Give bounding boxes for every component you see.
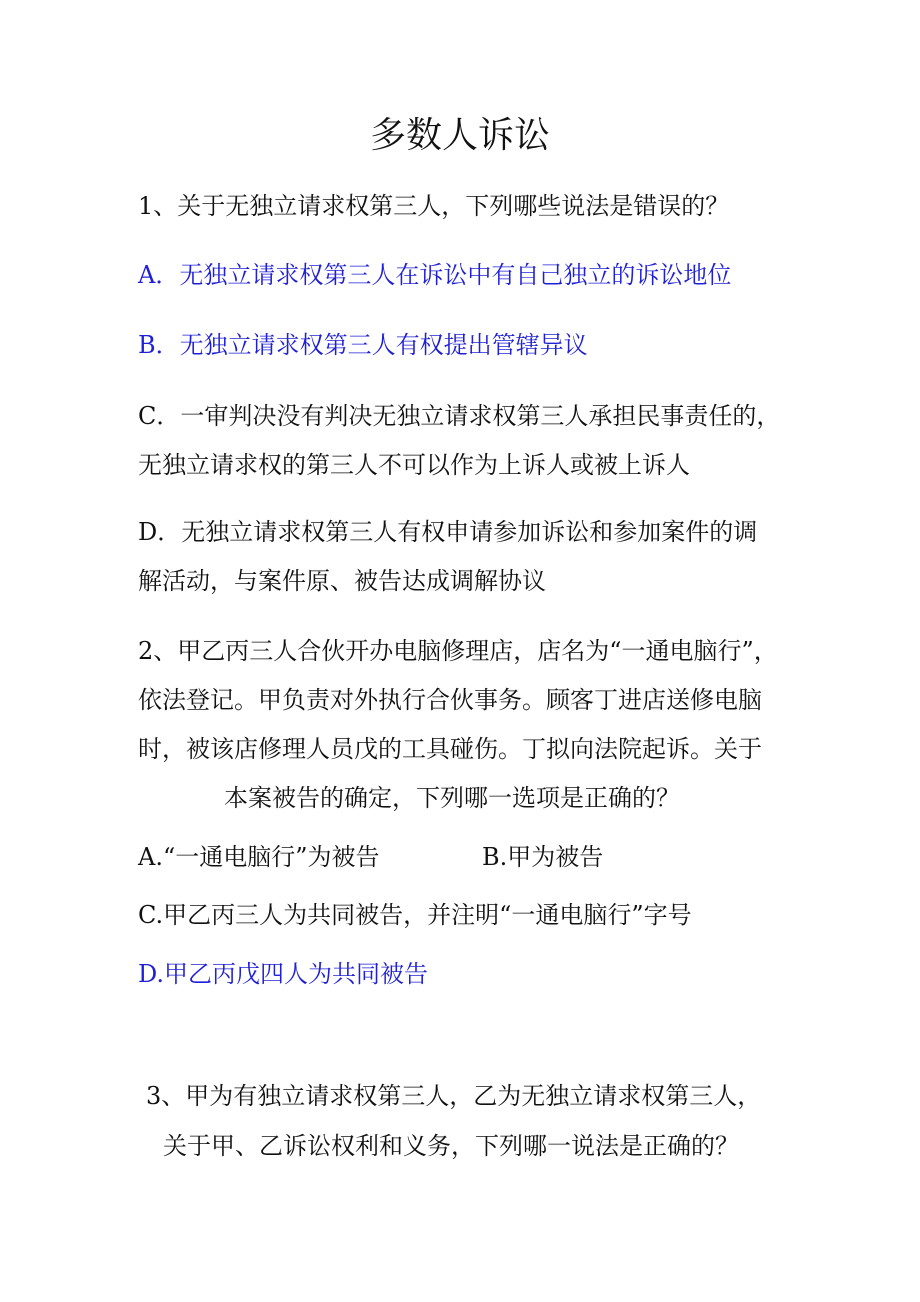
question-2-text-line-1: 2、甲乙丙三人合伙开办电脑修理店，店名为“一通电脑行”， <box>138 637 778 665</box>
question-1-option-c-line-2: 无独立请求权的第三人不可以作为上诉人或被上诉人 <box>138 451 690 479</box>
question-2-option-a: A.“一通电脑行”为被告 <box>138 843 380 871</box>
question-2-text-line-3: 时，被该店修理人员戊的工具碰伤。丁拟向法院起诉。关于 <box>138 735 762 763</box>
question-1-option-b: B．无独立请求权第三人有权提出管辖异议 <box>138 331 588 359</box>
question-3-text-line-2: 关于甲、乙诉讼权利和义务，下列哪一说法是正确的？ <box>163 1132 739 1160</box>
question-2-option-c: C.甲乙丙三人为共同被告，并注明“一通电脑行”字号 <box>138 901 692 929</box>
question-2-text-line-4: 本案被告的确定，下列哪一选项是正确的？ <box>224 784 680 812</box>
question-1-text: 1、关于无独立请求权第三人，下列哪些说法是错误的？ <box>138 192 730 220</box>
question-1-option-d-line-1: D．无独立请求权第三人有权申请参加诉讼和参加案件的调 <box>138 518 758 546</box>
question-1-option-c-line-1: C．一审判决没有判决无独立请求权第三人承担民事责任的， <box>138 402 781 430</box>
question-1-option-a: A．无独立请求权第三人在诉讼中有自己独立的诉讼地位 <box>138 261 732 289</box>
question-2-option-d: D.甲乙丙戊四人为共同被告 <box>138 960 429 988</box>
question-2-option-b: B.甲为被告 <box>482 843 604 871</box>
question-1-option-d-line-2: 解活动，与案件原、被告达成调解协议 <box>138 567 546 595</box>
page-title: 多数人诉讼 <box>369 115 550 156</box>
question-2-text-line-2: 依法登记。甲负责对外执行合伙事务。顾客丁进店送修电脑 <box>138 686 762 714</box>
question-3-text-line-1: 3、甲为有独立请求权第三人，乙为无独立请求权第三人， <box>146 1082 762 1110</box>
